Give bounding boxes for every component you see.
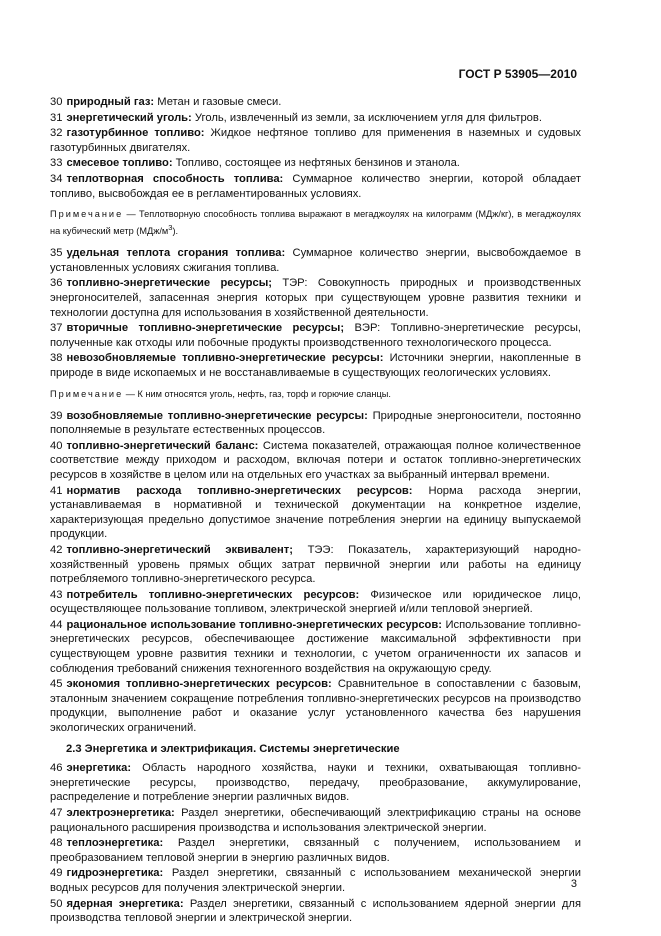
note-text: — Теплотворную способность топлива выражают в мегаджоулях на килограмм (МДж/кг), в мегаджоулях на кубический метр (МДж/м (50, 209, 581, 237)
term-number: 37 (50, 322, 63, 335)
term-number: 33 (50, 157, 63, 170)
term-definition: Сравнительное в сопоставлении с базовым, эталонным значением сокращение потребления топливно-энергетических ресурсов на производство продукции, выполнение работ и оказание услуг установленного качества без нарушения экологических ограничений. (50, 678, 581, 735)
term-name: невозобновляемые топливно-энергетические ресурсы: (66, 352, 384, 365)
note-label: Примечание (50, 388, 124, 399)
term-entry (50, 321, 581, 350)
term-definition: Жидкое нефтяное топливо для применения в наземных и судовых газотурбинных двигателях. (50, 127, 582, 154)
term-number: 47 (50, 807, 63, 819)
term-definition: ТЭР: Совокупность природных и производственных энергоносителей, запасенная энергия которых при существующем уровне развития техники и технологии доступна для использования в хозяйственной деятельности. (50, 277, 582, 319)
term-name: вторичные топливно-энергетические ресурсы; (66, 322, 345, 335)
term-number: 41 (50, 484, 63, 497)
term-name: рациональное использование топливно-энергетических ресурсов: (66, 618, 442, 631)
term-entry (50, 351, 581, 380)
term-definition: Раздел энергетики, связанный с использованием механической энергии водных ресурсов для получения электрической энергии. (50, 867, 582, 894)
term-name: электроэнергетика: (66, 807, 175, 819)
term-entry (50, 543, 581, 587)
term-name: экономия топливно-энергетических ресурсов: (66, 678, 332, 691)
term-entry (50, 618, 581, 676)
term-name: смесевое топливо: (66, 157, 173, 170)
entries-group-d (50, 761, 581, 926)
term-number: 42 (50, 543, 63, 556)
term-entry (50, 677, 581, 735)
term-definition: Норма расхода энергии, устанавливаемая в нормативной и технической документации на конкретное изделие, характеризующая предельно допустимое значение потребления энергии на единицу выпускаемой продукции. (50, 484, 582, 541)
note-2 (50, 388, 581, 401)
term-entry (50, 836, 581, 865)
term-entry (50, 156, 581, 171)
note-1 (50, 208, 581, 238)
term-number: 46 (50, 762, 63, 775)
term-name: удельная теплота сгорания топлива: (66, 247, 286, 260)
term-number: 39 (50, 409, 63, 422)
term-number: 40 (50, 439, 63, 452)
term-name: газотурбинное топливо: (66, 127, 205, 140)
term-definition: ВЭР: Топливно-энергетические ресурсы, полученные как отходы или побочные продукты производственного технологического процесса. (50, 322, 581, 349)
term-number: 45 (50, 678, 63, 691)
term-name: топливно-энергетический баланс: (66, 439, 259, 452)
term-entry (50, 897, 581, 926)
term-definition: ТЭЭ: Показатель, характеризующий народно-хозяйственный уровень прямых общих затрат первичной энергии или работы на единицу потребляемого топливно-энергетического ресурса. (50, 543, 581, 586)
term-definition: Природные энергоносители, постоянно пополняемые в результате естественных процессов. (50, 409, 582, 437)
term-entry (50, 95, 581, 110)
note-tail: ). (172, 226, 179, 237)
note-label: Примечание (50, 209, 124, 220)
term-definition: Метан и газовые смеси. (157, 96, 282, 108)
term-entry (50, 276, 581, 320)
entries-group-b (50, 246, 581, 380)
term-definition: Использование топливно-энергетических ресурсов, обеспечивающее достижение максимальной эффективности при существующем уровне развития техники и технологии, с учетом ограниченности их запасов и соблюдения требований снижения техногенного воздействия на окружающую среду. (50, 618, 582, 675)
term-entry (50, 172, 581, 201)
note-text: — К ним относятся уголь, нефть, газ, торф и горючие сланцы. (125, 388, 391, 399)
term-name: топливно-энергетические ресурсы; (66, 277, 272, 290)
term-number: 31 (50, 111, 63, 124)
term-name: энергетика: (66, 762, 132, 775)
term-name: норматив расхода топливно-энергетических ресурсов: (66, 484, 413, 497)
term-definition: Раздел энергетики, связанный с использованием ядерной энергии для производства тепловой энергии и электрической энергии. (50, 897, 581, 925)
term-entry (50, 588, 581, 617)
term-definition: Топливо, состоящее из нефтяных бензинов и этанола. (175, 157, 460, 170)
term-definition: Суммарное количество энергии, высвобождаемое в установленных условиях сжигания топлива. (50, 247, 581, 274)
term-number: 43 (50, 588, 63, 601)
term-name: гидроэнергетика: (66, 867, 164, 880)
term-name: возобновляемые топливно-энергетические ресурсы: (66, 409, 368, 422)
term-name: потребитель топливно-энергетических ресурсов: (66, 588, 360, 601)
note-superscript: 3 (168, 223, 173, 233)
term-entry (50, 439, 581, 483)
term-definition: Суммарное количество энергии, которой обладает топливо, высвобождая ее в регламентированных условиях. (50, 172, 582, 200)
page-number: 3 (570, 878, 577, 890)
entries-group-c (50, 409, 581, 736)
term-entry (50, 761, 581, 805)
document-body (50, 95, 581, 927)
term-definition: Источники энергии, накопленные в природе в виде ископаемых и не восстанавливаемые в существующих геологических условиях. (50, 352, 582, 379)
term-entry (50, 806, 581, 835)
term-entry (50, 126, 581, 155)
term-definition: Уголь, извлеченный из земли, за исключением угля для фильтров. (194, 111, 542, 124)
term-definition: Раздел энергетики, связанный с получением, использованием и преобразованием тепловой энергии в энергию различных видов. (50, 837, 582, 864)
term-definition: Физическое или юридическое лицо, осуществляющее пользование топливом, электрической энергией и/или тепловой энергией. (50, 588, 582, 616)
term-number: 34 (50, 172, 63, 185)
section-heading: 2.3 Энергетика и электрификация. Системы энергетические (66, 742, 400, 755)
term-entry (50, 484, 581, 542)
term-entry (50, 409, 581, 438)
term-number: 30 (50, 96, 63, 108)
term-name: топливно-энергетический эквивалент; (66, 543, 293, 556)
term-name: энергетический уголь: (66, 111, 192, 124)
term-name: ядерная энергетика: (66, 897, 184, 910)
term-definition: Раздел энергетики, обеспечивающий электрификацию страны на основе рационального расширения производства и использования электрической энергии. (50, 807, 582, 834)
term-number: 32 (50, 127, 63, 140)
term-definition: Область народного хозяйства, науки и техники, охватывающая топливно-энергетические ресурсы, производство, передачу, преобразование, аккумулирование, распределение и потребление энергии различных видов. (50, 762, 581, 804)
term-entry (50, 111, 581, 126)
term-definition: Система показателей, отражающая полное количественное соответствие между приходом и расходом, включая потери и остаток топливно-энергетических ресурсов в хозяйстве в целом или на отдельных его участках за выбранный интервал времени. (50, 439, 581, 481)
term-entry (50, 866, 581, 895)
term-name: теплотворная способность топлива: (66, 172, 284, 185)
term-number: 35 (50, 247, 63, 260)
term-number: 50 (50, 897, 63, 910)
term-number: 38 (50, 352, 63, 365)
term-number: 44 (50, 618, 63, 631)
term-name: природный газ: (66, 96, 155, 108)
term-number: 36 (50, 277, 63, 290)
term-number: 49 (50, 867, 63, 880)
entries-group-a (50, 95, 581, 201)
term-number: 48 (50, 837, 63, 850)
document-header: ГОСТ Р 53905—2010 (458, 67, 577, 81)
term-name: теплоэнергетика: (66, 837, 164, 850)
term-entry (50, 246, 581, 275)
